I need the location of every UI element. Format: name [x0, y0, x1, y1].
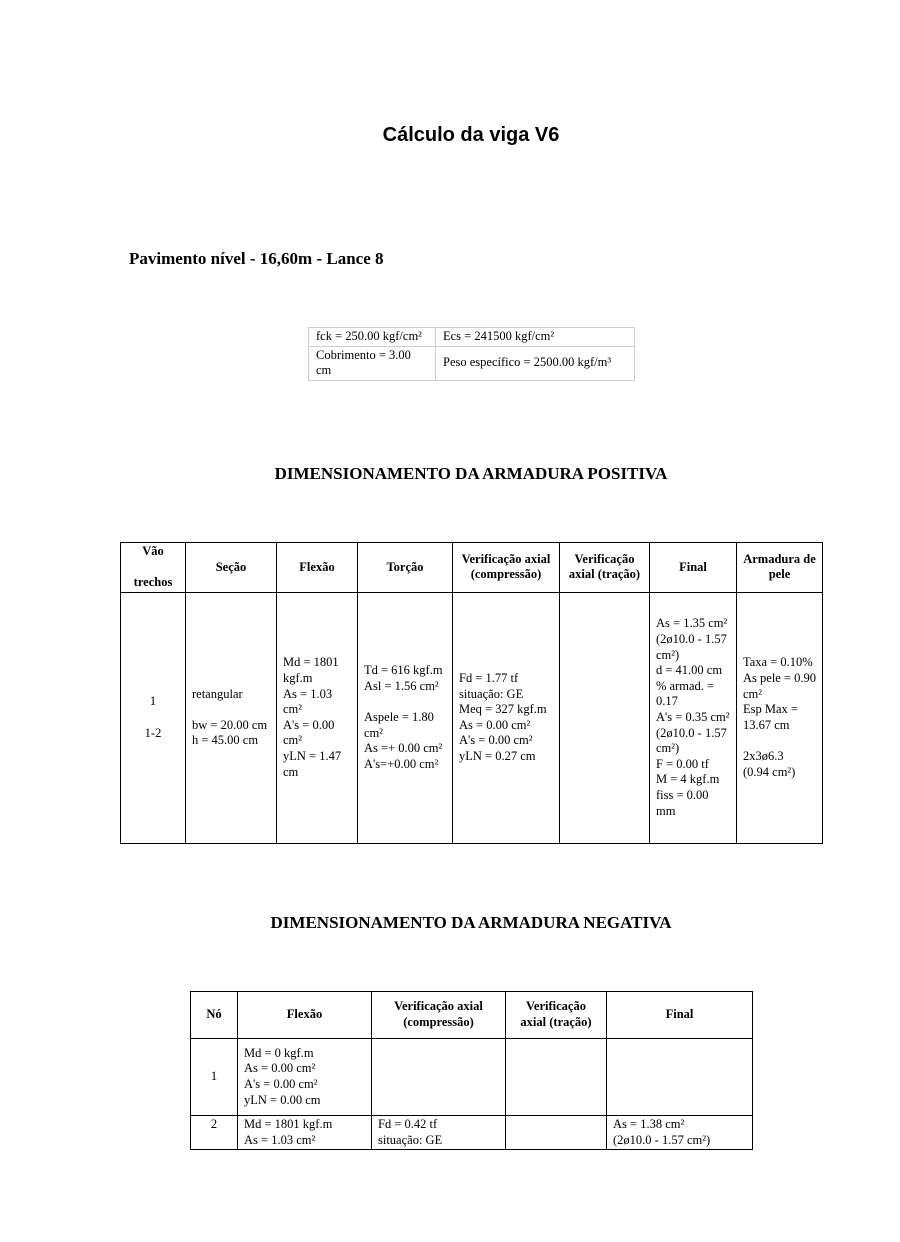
table-row: [191, 1116, 753, 1150]
header-compressao: Verificação axial (compressão): [453, 543, 560, 593]
cell-tracao: [506, 1116, 607, 1150]
cell-no: 1: [191, 1039, 238, 1116]
header-pele: Armadura de pele: [737, 543, 823, 593]
table-header-row: [121, 543, 823, 593]
cell-no: 2: [191, 1116, 238, 1150]
material-properties-table: [308, 327, 635, 381]
header-secao: Seção: [186, 543, 277, 593]
cell-pele: Taxa = 0.10% As pele = 0.90 cm² Esp Max = 13.67 cm 2x3ø6.3 (0.94 cm²): [737, 592, 823, 843]
header-torcao: Torção: [358, 543, 453, 593]
floor-heading: Pavimento nível - 16,60m - Lance 8: [129, 249, 384, 268]
header-tracao: Verificação axial (tração): [560, 543, 650, 593]
header-flexao: Flexão: [277, 543, 358, 593]
cell-flexao: Md = 0 kgf.m As = 0.00 cm² A's = 0.00 cm² yLN = 0.00 cm: [238, 1039, 372, 1116]
table-row: [309, 346, 635, 380]
table-header-row: [191, 992, 753, 1039]
table-row: [191, 1039, 753, 1116]
positive-reinforcement-table: [120, 542, 823, 844]
cell-flexao: Md = 1801 kgf.m As = 1.03 cm²: [238, 1116, 372, 1150]
header-compressao: Verificação axial (compressão): [372, 992, 506, 1039]
negative-reinforcement-table: [190, 991, 753, 1150]
header-tracao: Verificação axial (tração): [506, 992, 607, 1039]
page-title: Cálculo da viga V6: [382, 124, 560, 146]
positive-section-heading: DIMENSIONAMENTO DA ARMADURA POSITIVA: [274, 464, 668, 483]
cell-final: As = 1.35 cm² (2ø10.0 - 1.57 cm²) d = 41.00 cm % armad. = 0.17 A's = 0.35 cm² (2ø10.0 - 1.57 cm²) F = 0.00 tf M = 4 kgf.m fiss = 0.00 mm: [650, 592, 737, 843]
cell-compressao: Fd = 1.77 tf situação: GE Meq = 327 kgf.m As = 0.00 cm² A's = 0.00 cm² yLN = 0.27 cm: [453, 592, 560, 843]
header-no: Nó: [191, 992, 238, 1039]
header-final: Final: [650, 543, 737, 593]
header-vao: Vão trechos: [121, 543, 186, 593]
table-row: [309, 328, 635, 347]
cell-flexao: Md = 1801 kgf.m As = 1.03 cm² A's = 0.00 cm² yLN = 1.47 cm: [277, 592, 358, 843]
cell-torcao: Td = 616 kgf.m Asl = 1.56 cm² Aspele = 1.80 cm² As =+ 0.00 cm² A's=+0.00 cm²: [358, 592, 453, 843]
cell-secao: retangular bw = 20.00 cm h = 45.00 cm: [186, 592, 277, 843]
peso-especifico-cell: Peso específico = 2500.00 kgf/m³: [436, 346, 635, 380]
cell-compressao: Fd = 0.42 tf situação: GE: [372, 1116, 506, 1150]
cell-tracao: [506, 1039, 607, 1116]
cell-final: As = 1.38 cm² (2ø10.0 - 1.57 cm²): [607, 1116, 753, 1150]
ecs-cell: Ecs = 241500 kgf/cm²: [436, 328, 635, 347]
cell-vao: 1 1-2: [121, 592, 186, 843]
cell-final: [607, 1039, 753, 1116]
header-flexao: Flexão: [238, 992, 372, 1039]
fck-cell: fck = 250.00 kgf/cm²: [309, 328, 436, 347]
cell-compressao: [372, 1039, 506, 1116]
cobrimento-cell: Cobrimento = 3.00 cm: [309, 346, 436, 380]
header-final: Final: [607, 992, 753, 1039]
cell-tracao: [560, 592, 650, 843]
negative-section-heading: DIMENSIONAMENTO DA ARMADURA NEGATIVA: [270, 913, 672, 932]
table-row: [121, 592, 823, 843]
